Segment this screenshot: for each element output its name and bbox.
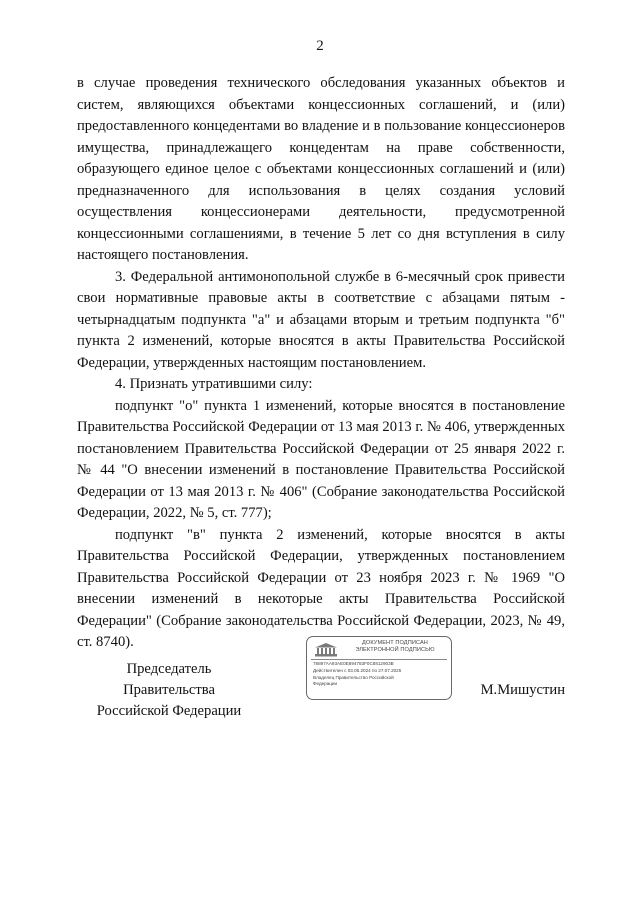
stamp-owner-line-2: Федерации	[313, 681, 338, 687]
paragraph-item-3: 3. Федеральной антимонопольной службе в 6-месячный срок привести свои нормативные правовые акты в соответствие с абзацами пятым - четырнадцатым подпункта "а" и абзацами вторым и третьим подпункта "б" пункта 2 изменений, которые вносятся в акты Правительства Российской Федерации, утвержденных настоящим постановлением.	[77, 268, 565, 371]
stamp-owner-line-1: Владелец Правительство Российской	[313, 674, 394, 680]
stamp-header-line-1: ДОКУМЕНТ ПОДПИСАН	[362, 640, 428, 646]
stamp-certificate: 78897AA93AE0E894783F0C8812903B	[313, 661, 394, 666]
signer-title	[79, 659, 259, 722]
stamp-header	[343, 640, 447, 654]
paragraph-continuation: в случае проведения технического обследования указанных объектов и систем, являющихся объектами концессионных соглашений, и (или) предоставленного концедентами во владение и в пользование концессионеров имущества, принадлежащего концедентам на праве собственности, образующего единое целое с объектами концессионных соглашений и (или) предназначенного для использования в целях создания условий осуществления концессионерами деятельности, предусмотренной концессионными соглашениями, в течение 5 лет со дня вступления в силу настоящего постановления.	[77, 75, 565, 263]
electronic-signature-stamp	[306, 636, 452, 700]
signer-title-line-2: Российской Федерации	[96, 703, 242, 719]
stamp-header-line-2: ЭЛЕКТРОННОЙ ПОДПИСЬЮ	[355, 647, 435, 653]
signer-name: М.Мишустин	[480, 682, 565, 698]
paragraph-subitem-o: подпункт "о" пункта 1 изменений, которые вносятся в постановление Правительства Российской Федерации от 13 мая 2013 г. № 406, утвержденных постановлением Правительства Российской Федерации от 25 января 2022 г. № 44 "О внесении изменений в постановление Правительства Российской Федерации от 13 мая 2013 г. № 406" (Собрание законодательства Российской Федерации, 2022, № 5, ст. 777);	[77, 397, 565, 521]
stamp-divider	[311, 659, 447, 660]
page-number: 2	[316, 38, 324, 54]
emblem-icon	[314, 642, 338, 658]
signature-block	[77, 640, 565, 719]
document-body	[77, 73, 565, 654]
signer-title-line-1: Председатель Правительства	[123, 661, 215, 698]
stamp-validity: Действителен с 03.05.2024 по 27.07.2025	[313, 667, 402, 673]
paragraph-item-4: 4. Признать утратившими силу:	[115, 376, 313, 392]
stamp-details	[313, 661, 447, 688]
paragraph-subitem-v: подпункт "в" пункта 2 изменений, которые вносятся в акты Правительства Российской Федерации, утвержденных постановлением Правительства Российской Федерации от 23 ноября 2023 г. № 1969 "О внесении изменений в некоторые акты Правительства Российской Федерации" (Собрание законодательства Российской Федерации, 2023, № 49, ст. 8740).	[77, 526, 565, 650]
